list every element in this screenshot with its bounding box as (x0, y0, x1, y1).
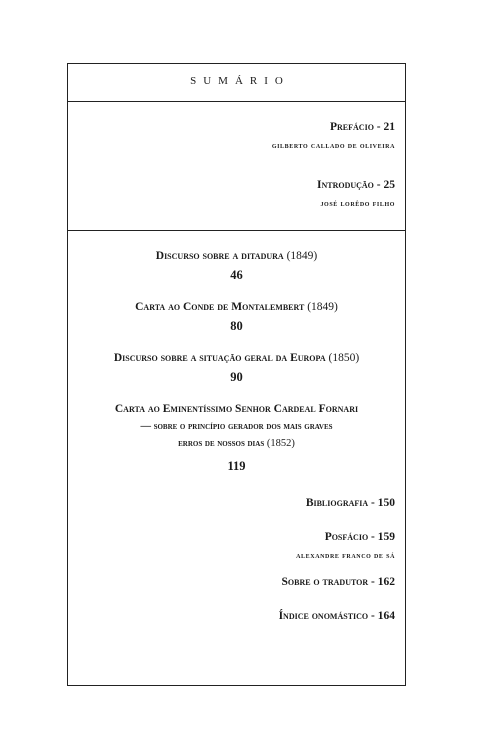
section-divider (68, 230, 405, 231)
essay-title[interactable] (68, 352, 405, 364)
postface-entry[interactable]: Posfácio - 159 (324, 531, 395, 543)
introduction-author: josé lorêdo filho (320, 199, 395, 208)
toc-frame (67, 63, 406, 686)
essay-year: (1849) (307, 301, 338, 313)
translator-entry[interactable]: Sobre o tradutor - 162 (281, 576, 395, 588)
essay-subtitle: — sobre o princípio gerador dos mais graves (140, 421, 333, 432)
essay-year: (1850) (328, 352, 360, 364)
preface-entry[interactable]: Prefácio - 21 (330, 121, 395, 133)
essay-title[interactable] (68, 250, 405, 262)
essay-title[interactable]: Carta ao Eminentíssimo Senhor Cardeal Fornari (114, 403, 359, 415)
essay-year: (1852) (266, 438, 295, 449)
essay-title-text: Discurso sobre a ditadura (155, 250, 284, 262)
postface-author: alexandre franco de sá (296, 551, 395, 560)
essay-subtitle (68, 438, 405, 449)
essay-page: 119 (227, 459, 246, 473)
toc-header: SUMÁRIO (190, 75, 290, 87)
preface-author: gilberto callado de oliveira (271, 141, 395, 150)
index-entry[interactable]: Índice onomástico - 164 (278, 610, 395, 622)
header-divider (68, 101, 405, 102)
essay-subtitle-text: erros de nossos dias (178, 438, 265, 449)
essay-year: (1849) (286, 250, 318, 262)
bibliography-entry[interactable]: Bibliografia - 150 (305, 497, 395, 509)
introduction-entry[interactable]: Introdução - 25 (316, 179, 395, 191)
essay-page: 90 (230, 370, 243, 384)
essay-title[interactable] (68, 301, 405, 313)
essay-page: 46 (230, 268, 243, 282)
essay-page: 80 (230, 319, 243, 333)
essay-title-text: Discurso sobre a situação geral da Europa (113, 352, 326, 364)
essay-title-text: Carta ao Conde de Montalembert (135, 301, 305, 313)
